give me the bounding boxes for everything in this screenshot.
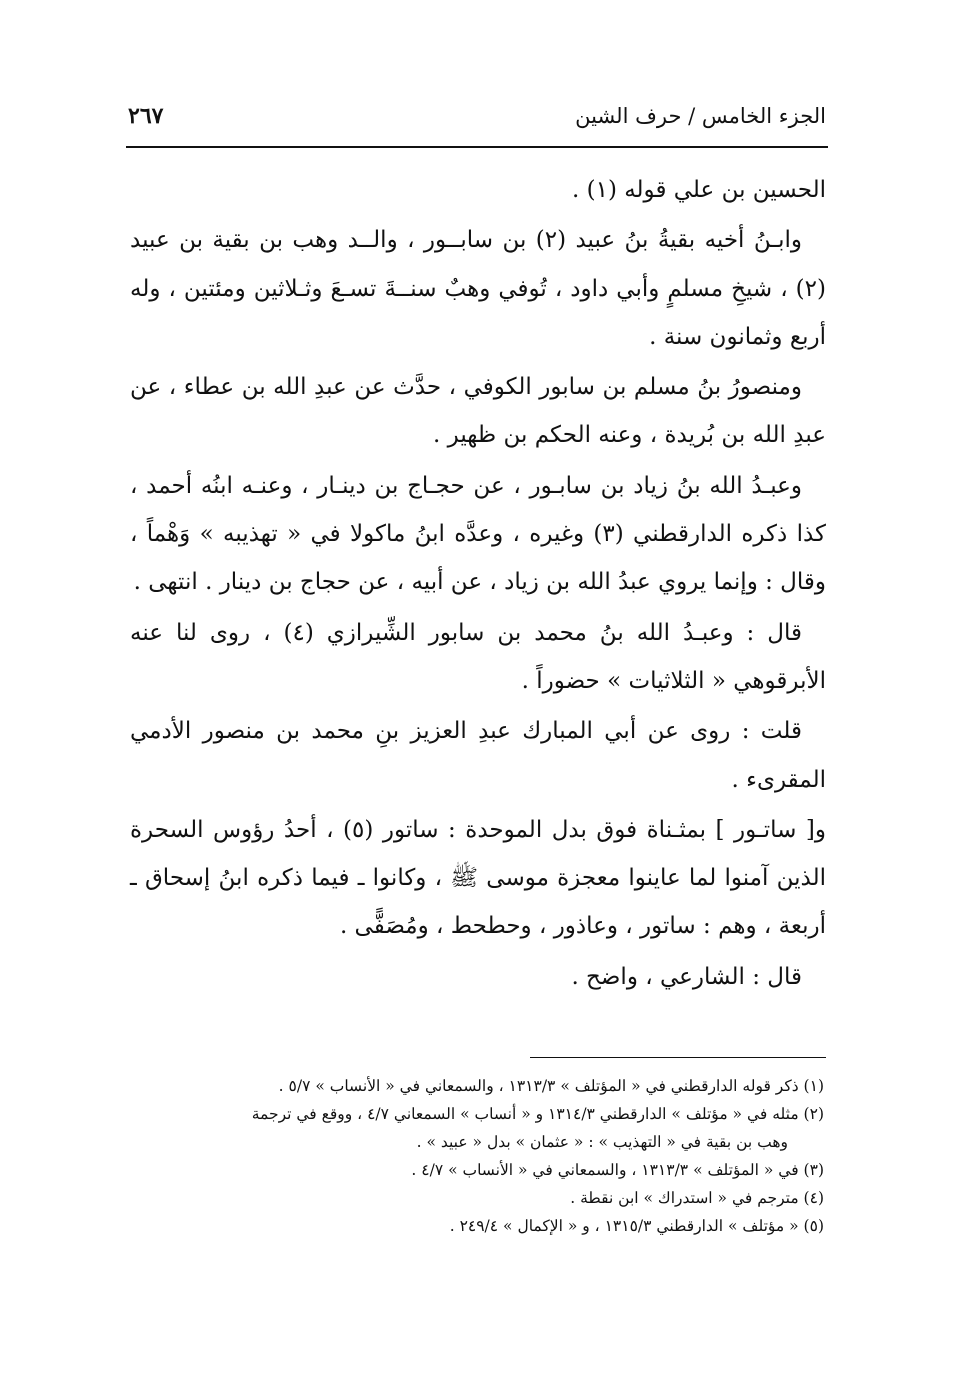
footnote-4: (٤) مترجم في « استدراك » ابن نقطة .: [570, 1189, 824, 1207]
header-rule: [126, 146, 828, 148]
paragraph-7: و[ ساتـور ] بمثـناة فوق بدل الموحدة : ساتور (٥) ، أحدُ رؤوس السحرة الذين آمنوا لما عاينوا معجزة موسى ﷺ ، وكانوا ـ فيما ذكره ابنُ إسحاق ـ أربعة ، وهم : ساتور ، وعاذور ، وحطحط ، ومُصَفًّى .: [130, 816, 826, 940]
footnote-2: (٢) مثله في « مؤتلف » الدارقطني ١٣١٤/٣ و « أنساب » السمعاني ٤/٧ ، ووقع في ترجمة: [251, 1105, 824, 1123]
footnote-rule: [530, 1057, 826, 1058]
footnote-2-continuation: وهب بن بقية في « التهذيب » : « عثمان » بدل « عبيد » .: [416, 1133, 788, 1151]
paragraph-6: قلت : روى عن أبي المبارك عبدِ العزيز بنِ محمد بن منصور الأدمي المقرىء .: [130, 718, 826, 793]
header-title: الجزء الخامس / حرف الشين: [575, 104, 826, 128]
main-text: [130, 166, 826, 1001]
paragraph-3: ومنصورُ بنُ مسلم بن سابور الكوفي ، حدَّث عن عبدِ الله بن عطاء ، عن عبدِ الله بن بُريدة ، وعنه الحكم بن ظهير .: [130, 374, 826, 449]
page-number: ٢٦٧: [128, 103, 164, 129]
paragraph-2: وابـنُ أخيه بقيةُ بنُ عبيد (٢) بن سابــور ، والــد وهب بن بقية بن عبيد (٢) ، شيخِ مسلمٍ وأبي داود ، تُوفي وهبٌ سنــةَ تسـعَ وثـلاثين ومئتين ، وله أربع وثمانون سنة .: [130, 227, 826, 350]
paragraph-1: الحسين بن علي قوله (١) .: [571, 177, 826, 203]
footnote-3: (٣) في « المؤتلف » ١٣١٣/٣ ، والسمعاني في « الأنساب » ٤/٧ .: [411, 1161, 824, 1179]
paragraph-5: قال : وعبـدُ الله بنُ محمد بن سابور الشِّيرازي (٤) ، روى لنا عنه الأبرقوهي « الثلاثيات » حضوراً .: [130, 619, 826, 694]
paragraph-4: وعبـدُ الله بنُ زياد بن سابـور ، عن حجـاج بن دينـار ، وعنـه ابنُه أحمد ، كذا ذكره الدارقطني (٣) وغيره ، وعدَّه ابنُ ماكولا في « تهذيبه » وَهْماً ، وقال : وإنما يروي عبدُ الله بن زياد ، عن أبيه ، عن حجاج بن دينار . انتهى .: [130, 472, 826, 596]
footnote-5: (٥) « مؤتلف » الدارقطني ١٣١٥/٣ ، و « الإكمال » ٢٤٩/٤ .: [449, 1217, 824, 1235]
running-header: [128, 96, 826, 136]
footnotes: [132, 1072, 824, 1240]
paragraph-8: قال : الشارعي ، واضح .: [571, 963, 802, 990]
footnote-1: (١) ذكر قوله الدارقطني في « المؤتلف » ١٣١٣/٣ ، والسمعاني في « الأنساب » ٥/٧ .: [278, 1077, 824, 1095]
